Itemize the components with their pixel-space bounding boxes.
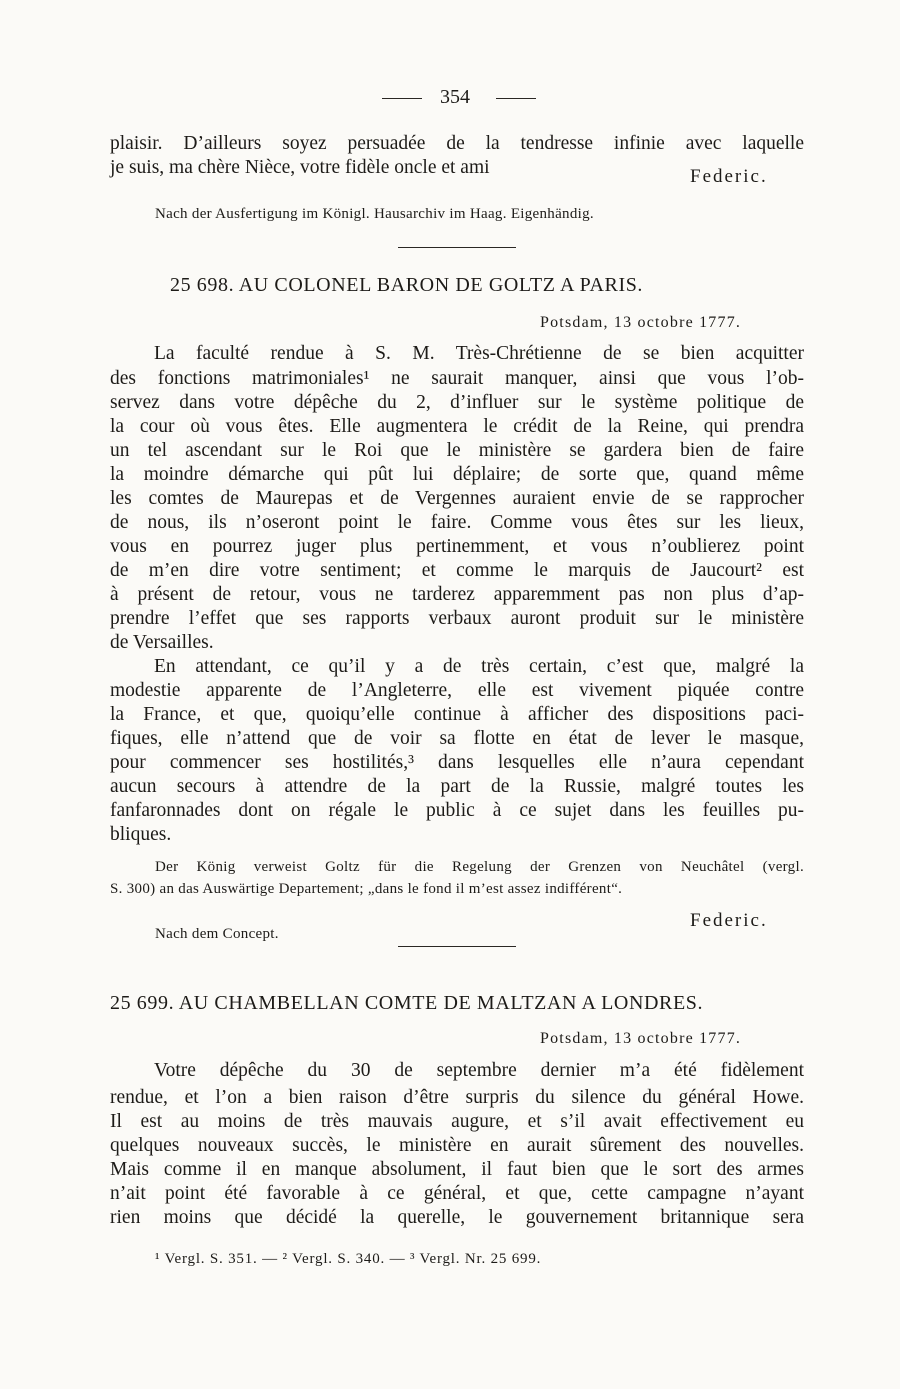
body-line: bliques. bbox=[110, 824, 172, 845]
body-line: Il est au moins de très mauvais augure, et s’il avait effectivement eu bbox=[110, 1111, 804, 1132]
source-note: Nach dem Concept. bbox=[155, 926, 279, 942]
body-line: aucun secours à attendre de la part de la Russie, malgré toutes les bbox=[110, 776, 804, 797]
letter-heading: 25 699. AU CHAMBELLAN COMTE DE MALTZAN A LONDRES. bbox=[110, 992, 704, 1014]
body-line: la France, et que, quoiqu’elle continue à afficher des dispositions paci- bbox=[110, 704, 804, 725]
letter-heading: 25 698. AU COLONEL BARON DE GOLTZ A PARIS. bbox=[170, 274, 644, 296]
body-line: de Versailles. bbox=[110, 632, 214, 653]
page-number: 354 bbox=[440, 86, 470, 108]
body-line: vous en pourrez juger plus pertinemment, et vous n’oublierez point bbox=[110, 536, 804, 557]
body-line: fanfaronnades dont on régale le public à ce sujet dans les feuilles pu- bbox=[110, 800, 804, 821]
section-divider bbox=[398, 247, 516, 248]
editorial-note: S. 300) an das Auswärtige Departement; „dans le fond il m’est assez indifférent“. bbox=[110, 881, 623, 897]
body-line: quelques nouveaux succès, le ministère en aurait sûrement des nouvelles. bbox=[110, 1135, 804, 1156]
body-line: servez dans votre dépêche du 2, d’influer sur le système politique de bbox=[110, 392, 804, 413]
dateline: Potsdam, 13 octobre 1777. bbox=[540, 314, 742, 331]
body-line: des fonctions matrimoniales¹ ne saurait manquer, ainsi que vous l’ob- bbox=[110, 368, 804, 389]
body-line: la cour où vous êtes. Elle augmentera le crédit de la Reine, qui prendra bbox=[110, 416, 804, 437]
source-note: Nach der Ausfertigung im Königl. Hausarchiv im Haag. Eigenhändig. bbox=[155, 206, 594, 222]
body-line: La faculté rendue à S. M. Très-Chrétienne de se bien acquitter bbox=[154, 343, 804, 364]
body-line: plaisir. D’ailleurs soyez persuadée de la tendresse infinie avec laquelle bbox=[110, 133, 804, 154]
body-line: les comtes de Maurepas et de Vergennes auraient envie de se rapprocher bbox=[110, 488, 804, 509]
body-line: fiques, elle n’attend que de voir sa flotte en état de lever le masque, bbox=[110, 728, 804, 749]
editorial-note: Der König verweist Goltz für die Regelung der Grenzen von Neuchâtel (vergl. bbox=[155, 859, 804, 875]
body-line: rien moins que décidé la querelle, le gouvernement britannique sera bbox=[110, 1207, 804, 1228]
footnotes: ¹ Vergl. S. 351. — ² Vergl. S. 340. — ³ Vergl. Nr. 25 699. bbox=[155, 1251, 542, 1267]
dateline: Potsdam, 13 octobre 1777. bbox=[540, 1030, 742, 1047]
body-line: je suis, ma chère Nièce, votre fidèle oncle et ami bbox=[110, 157, 490, 178]
body-line: à présent de retour, vous ne tarderez apparemment pas non plus d’ap- bbox=[110, 584, 804, 605]
body-line: n’ait point été favorable à ce général, et que, cette campagne n’ayant bbox=[110, 1183, 804, 1204]
signature: Federic. bbox=[690, 910, 768, 931]
body-line: prendre l’effet que ses rapports verbaux auront produit sur le ministère bbox=[110, 608, 804, 629]
page-number-rule-left bbox=[382, 98, 422, 99]
body-line: Votre dépêche du 30 de septembre dernier m’a été fidèlement bbox=[154, 1060, 804, 1081]
body-line: rendue, et l’on a bien raison d’être surpris du silence du général Howe. bbox=[110, 1087, 804, 1108]
body-line: de m’en dire votre sentiment; et comme le marquis de Jaucourt² est bbox=[110, 560, 804, 581]
body-line: pour commencer ses hostilités,³ dans lesquelles elle n’aura cependant bbox=[110, 752, 804, 773]
body-line: de nous, ils n’oseront point le faire. Comme vous êtes sur les lieux, bbox=[110, 512, 804, 533]
body-line: modestie apparente de l’Angleterre, elle est vivement piquée contre bbox=[110, 680, 804, 701]
body-line: la moindre démarche qui pût lui déplaire; de sorte que, quand même bbox=[110, 464, 804, 485]
signature: Federic. bbox=[690, 166, 768, 187]
section-divider bbox=[398, 946, 516, 947]
body-line: En attendant, ce qu’il y a de très certain, c’est que, malgré la bbox=[154, 656, 804, 677]
page-number-rule-right bbox=[496, 98, 536, 99]
body-line: Mais comme il en manque absolument, il faut bien que le sort des armes bbox=[110, 1159, 804, 1180]
body-line: un tel ascendant sur le Roi que le ministère se gardera bien de faire bbox=[110, 440, 804, 461]
